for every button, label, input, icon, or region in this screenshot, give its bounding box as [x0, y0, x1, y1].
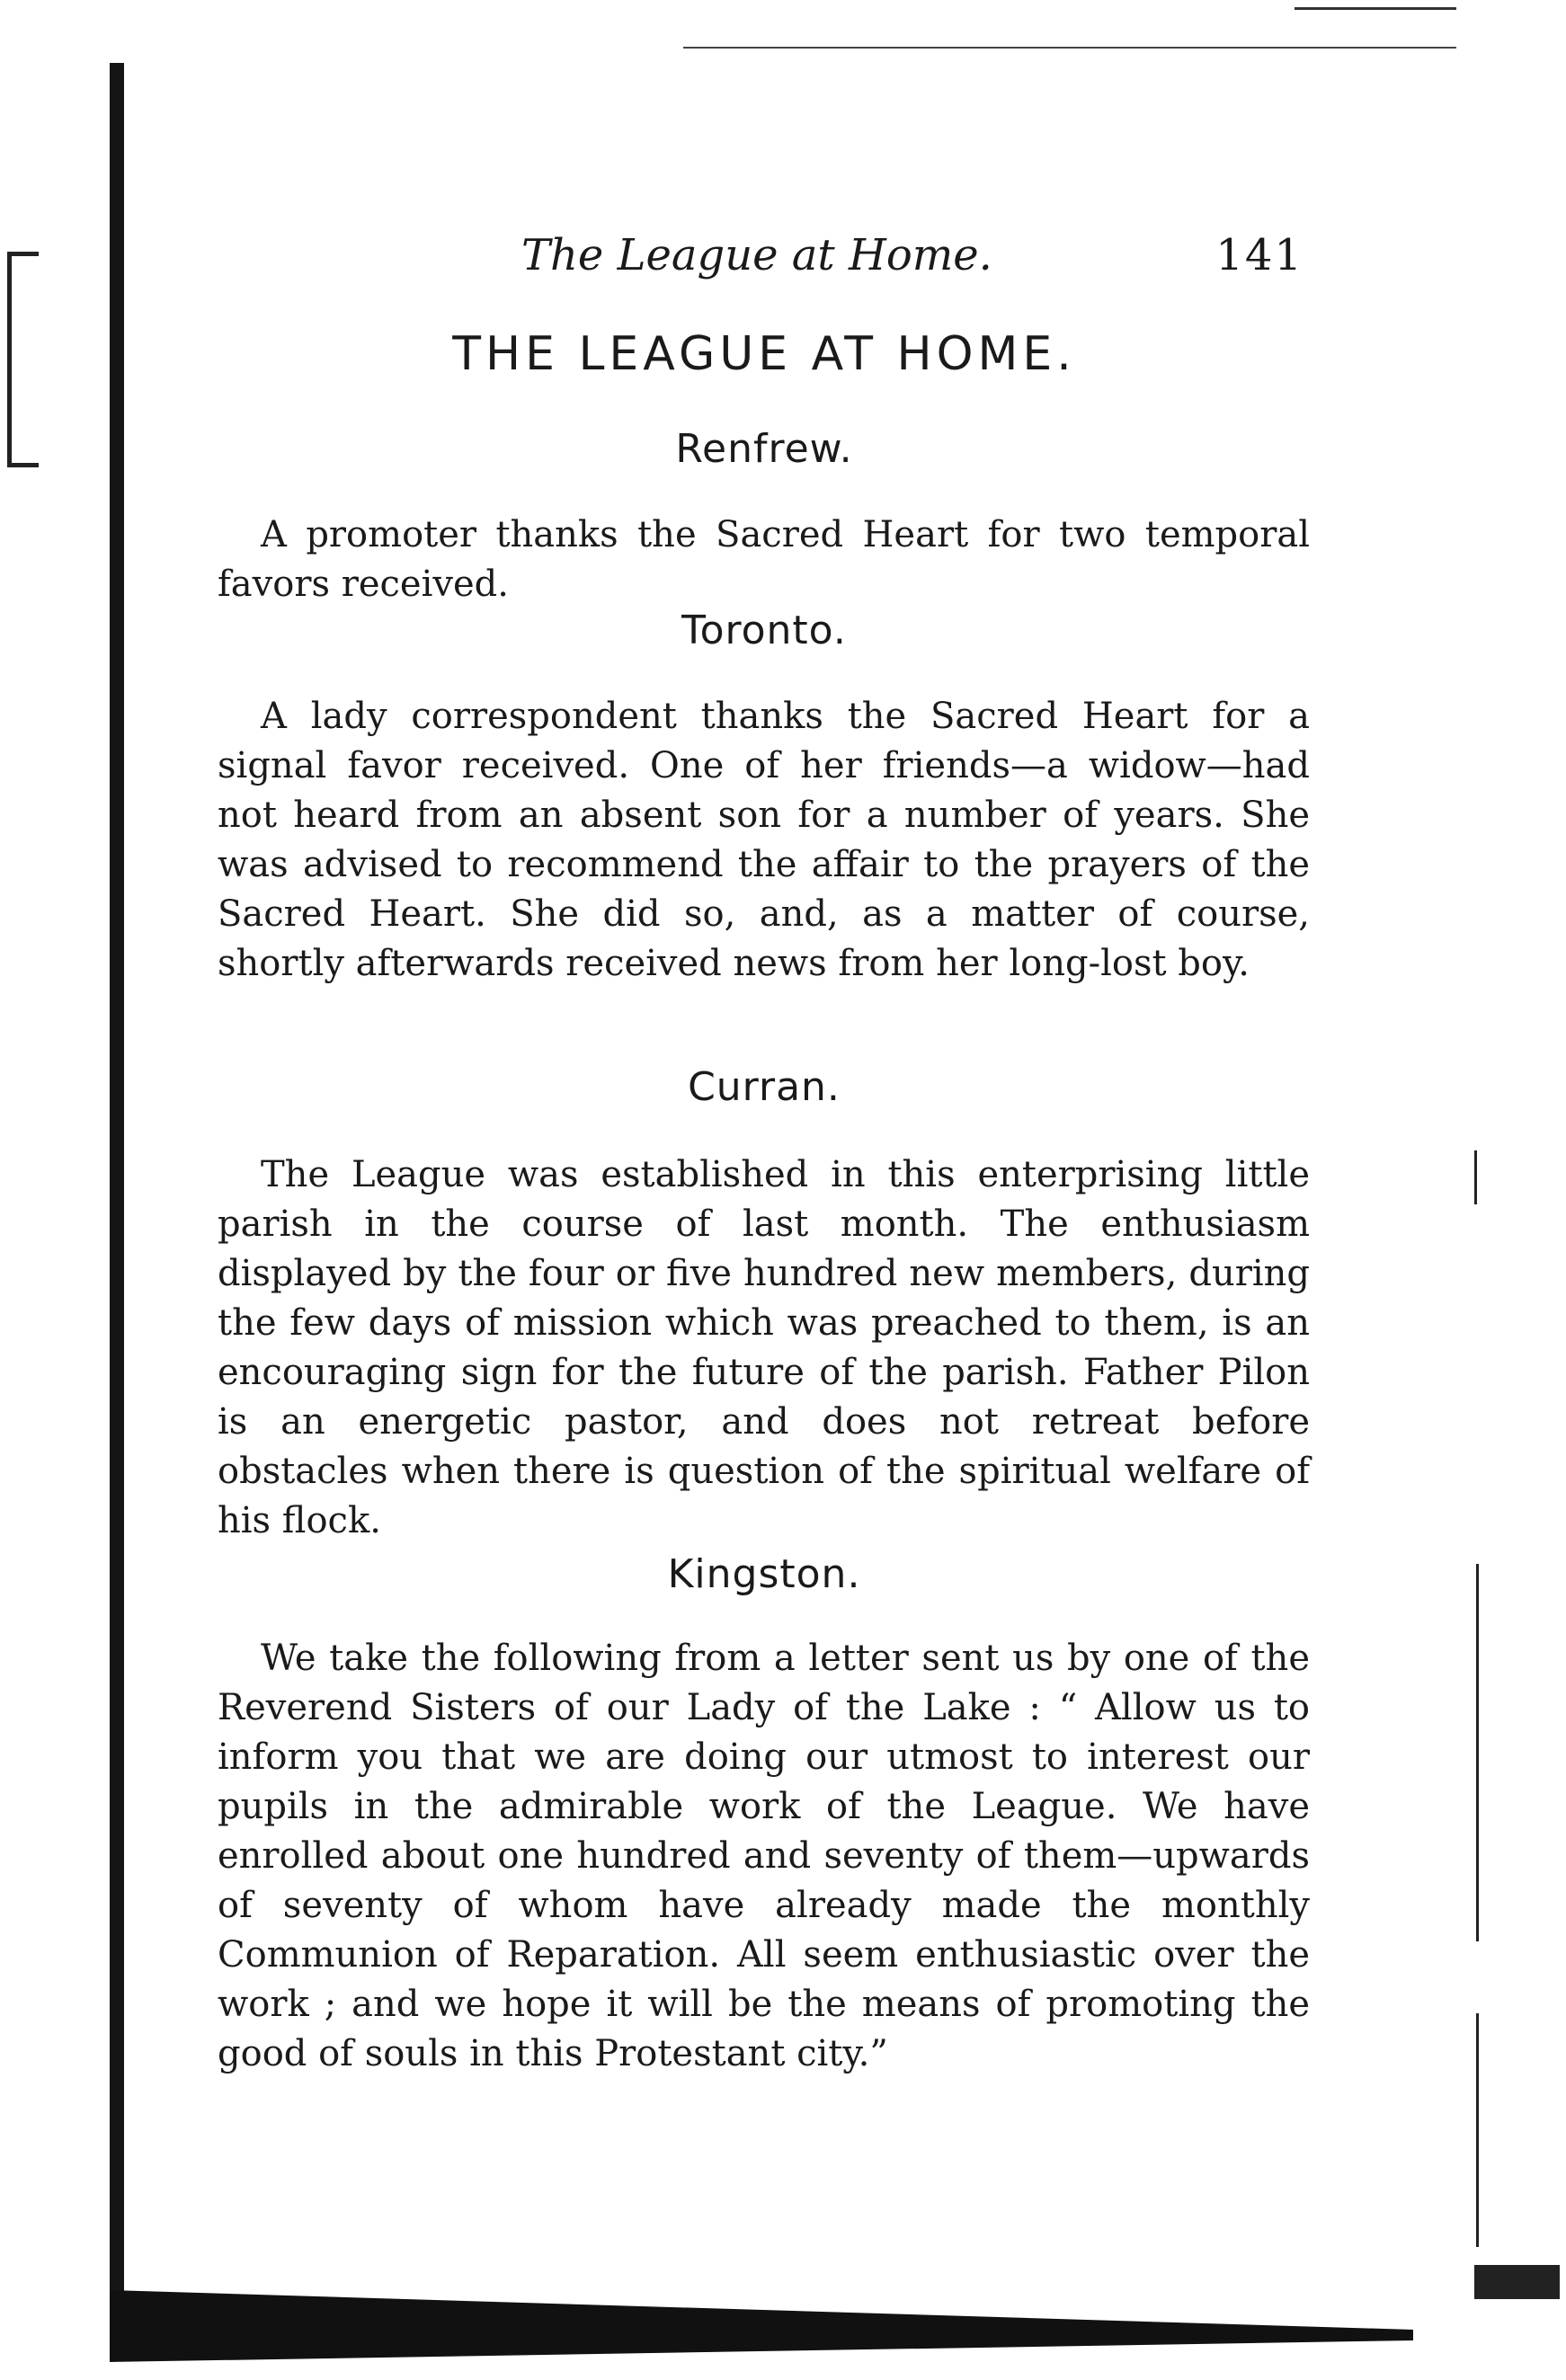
- page-edge-mark: [7, 252, 39, 467]
- section-heading-curran: Curran.: [688, 1064, 841, 1110]
- page-title: THE LEAGUE AT HOME.: [452, 327, 1076, 381]
- page-edge-mark: [1474, 1150, 1477, 1204]
- page-edge-mark: [1474, 2265, 1560, 2299]
- book-bottom-shadow: [110, 2290, 1413, 2362]
- running-title: The League at Home.: [521, 230, 992, 280]
- page-number: 141: [1215, 230, 1304, 280]
- section-heading-renfrew: Renfrew.: [675, 426, 853, 472]
- section-paragraph-renfrew: A promoter thanks the Sacred Heart for two temporal favors received.: [218, 514, 1310, 605]
- running-head: [521, 230, 1304, 293]
- book-spine-shadow: [110, 63, 124, 2301]
- section-heading-toronto: Toronto.: [681, 608, 847, 653]
- section-heading-kingston: Kingston.: [667, 1551, 861, 1597]
- page-edge-mark: [1476, 1564, 1479, 1941]
- section-paragraph-kingston: We take the following from a letter sent us by one of the Reverend Sisters of our Lady of the Lake : “ Allow us to inform you that we are doing our utmost to interest our pupils in the admirable work of the League. We have enrolled about one hundred and seventy of them—upwards of seventy of whom have already made the monthly Communion of Reparation. All seem enthusiastic over the work ; and we hope it will be the means of promoting the good of souls in this Protestant city.”: [218, 1638, 1310, 2074]
- section-paragraph-toronto: A lady correspondent thanks the Sacred Heart for a signal favor received. One of her friends—a widow—had not heard from an absent son for a number of years. She was advised to recommend the affair to the prayers of the Sacred Heart. She did so, and, as a matter of course, shortly afterwards received news from her long-lost boy.: [218, 696, 1310, 984]
- scan-edge-line: [683, 47, 1456, 49]
- section-paragraph-curran: The League was established in this enterprising little parish in the course of last month. The enthusiasm displayed by the four or five hundred new members, during the few days of mission which was preached to them, is an encouraging sign for the future of the parish. Father Pilon is an energetic pastor, and does not retreat before obstacles when there is question of the spiritual welfare of his flock.: [218, 1154, 1310, 1541]
- page-edge-mark: [1476, 2013, 1479, 2247]
- scan-edge-line: [1295, 7, 1456, 10]
